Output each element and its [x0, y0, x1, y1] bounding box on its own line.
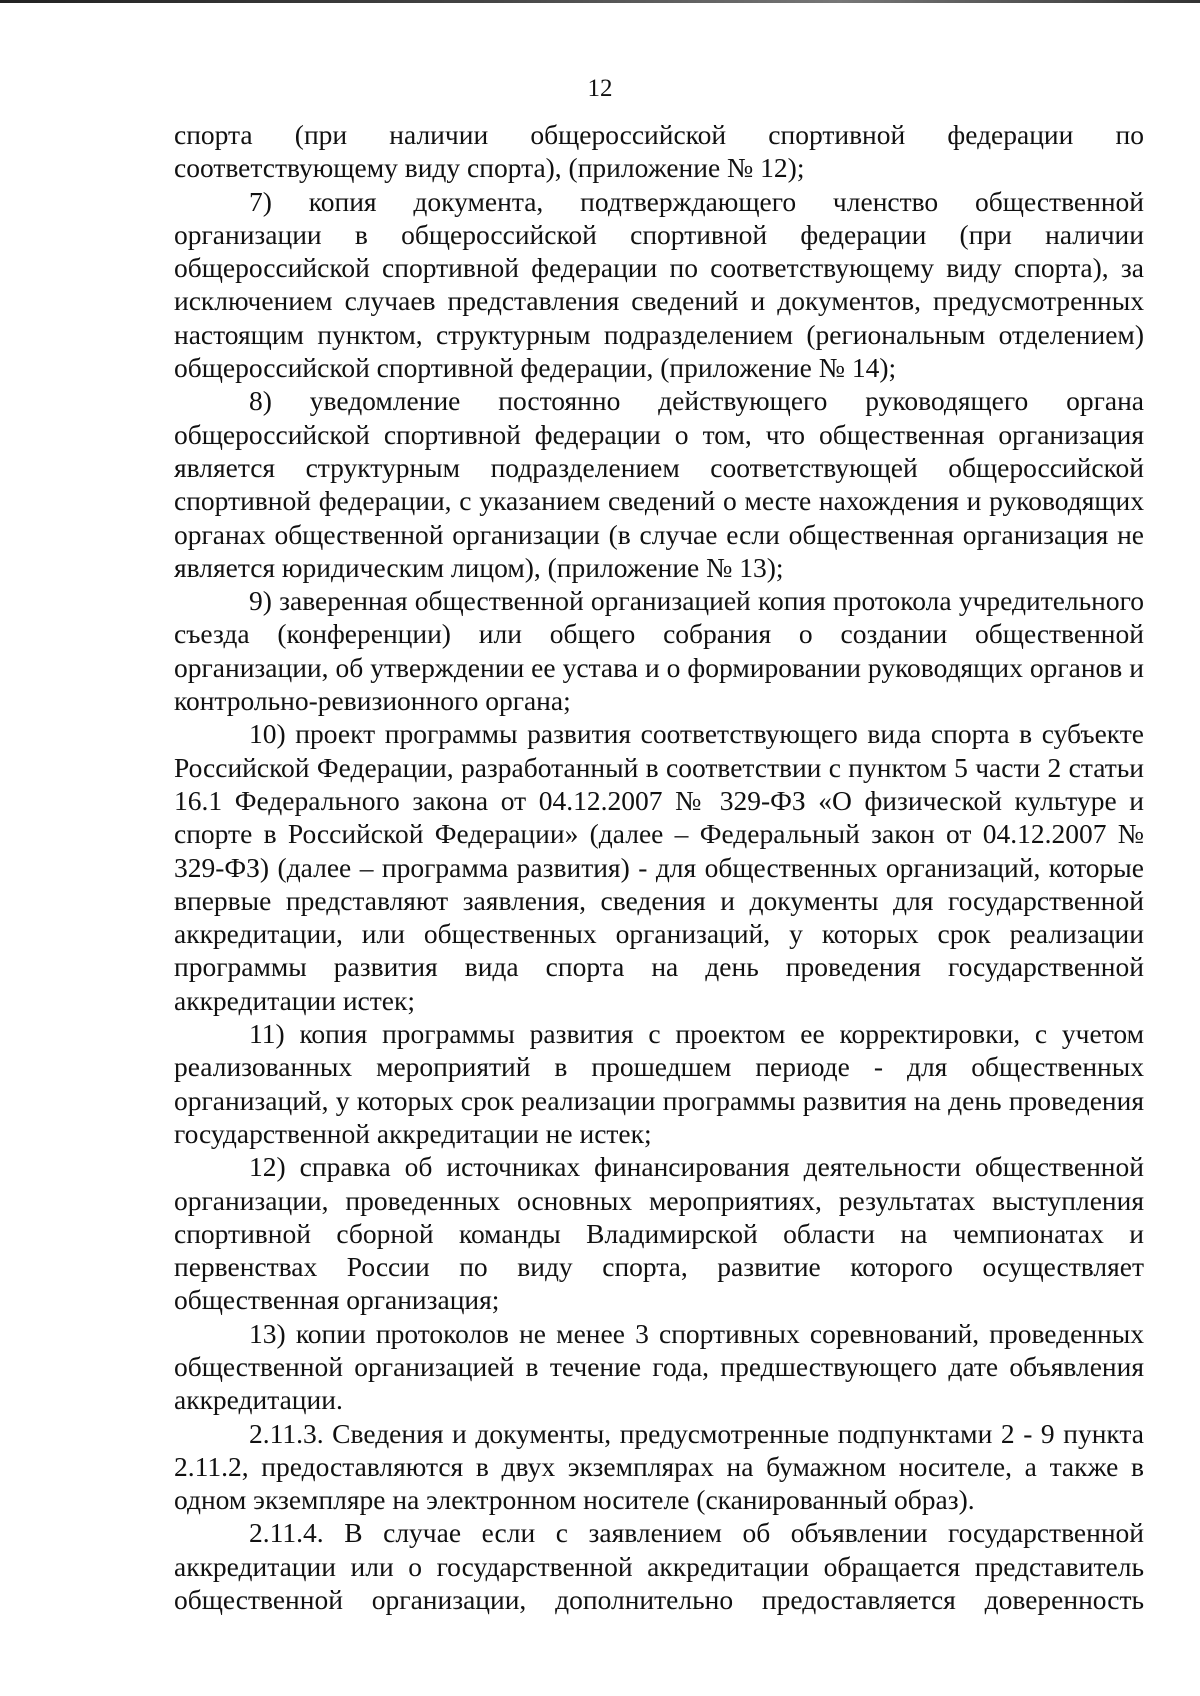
paragraph-item-7: 7) копия документа, подтверждающего членство общественной организации в общероссийской спортивной федерации (при наличии общероссийской спортивной федерации по соответствующему виду спорта), за исключением случаев представления сведений и документов, предусмотренных настоящим пунктом, структурным подразделением (региональным отделением) общероссийской спортивной федерации, (приложение № 14); — [174, 185, 1144, 384]
paragraph-continuation-item-6: спорта (при наличии общероссийской спортивной федерации по соответствующему виду спорта), (приложение № 12); — [174, 119, 1144, 184]
page-number: 12 — [587, 75, 613, 102]
paragraph-item-8: 8) уведомление постоянно действующего руководящего органа общероссийской спортивной федерации о том, что общественная организация является структурным подразделением соответствующей общероссийской спортивной федерации, с указанием сведений о месте нахождения и руководящих органах общественной организации (в случае если общественная организация не является юридическим лицом), (приложение № 13); — [174, 385, 1144, 583]
document-body — [174, 118, 1144, 1616]
paragraph-item-13: 13) копии протоколов не менее 3 спортивных соревнований, проведенных общественной организацией в течение года, предшествующего дате объявления аккредитации. — [174, 1317, 1144, 1416]
paragraph-item-12: 12) справка об источниках финансирования деятельности общественной организации, проведенных основных мероприятиях, результатах выступления спортивной сборной команды Владимирской области на чемпионатах и первенствах России по виду спорта, развитие которого осуществляет общественная организация; — [174, 1151, 1144, 1316]
paragraph-clause-2-11-4: 2.11.4. В случае если с заявлением об объявлении государственной аккредитации или о государственной аккредитации обращается представитель общественной организации, дополнительно предоставляется доверенность — [174, 1517, 1144, 1616]
paragraph-item-9: 9) заверенная общественной организацией копия протокола учредительного съезда (конференции) или общего собрания о создании общественной организации, об утверждении ее устава и о формировании руководящих органов и контрольно-ревизионного органа; — [174, 585, 1144, 717]
paragraph-clause-2-11-3: 2.11.3. Сведения и документы, предусмотренные подпунктами 2 - 9 пункта 2.11.2, предоставляются в двух экземплярах на бумажном носителе, а также в одном экземпляре на электронном носителе (сканированный образ). — [174, 1417, 1144, 1516]
paragraph-item-10: 10) проект программы развития соответствующего вида спорта в субъекте Российской Федерации, разработанный в соответствии с пунктом 5 части 2 статьи 16.1 Федерального закона от 04.12.2007 № 329-ФЗ «О физической культуре и спорте в Российской Федерации» (далее – Федеральный закон от 04.12.2007 № 329-ФЗ) (далее – программа развития) - для общественных организаций, которые впервые представляют заявления, сведения и документы для государственной аккредитации, или общественных организаций, у которых срок реализации программы развития вида спорта на день проведения государственной аккредитации истек; — [174, 718, 1144, 1016]
paragraph-item-11: 11) копия программы развития с проектом ее корректировки, с учетом реализованных мероприятий в прошедшем периоде - для общественных организаций, у которых срок реализации программы развития на день проведения государственной аккредитации не истек; — [174, 1018, 1144, 1149]
scan-edge-line — [0, 0, 1200, 3]
